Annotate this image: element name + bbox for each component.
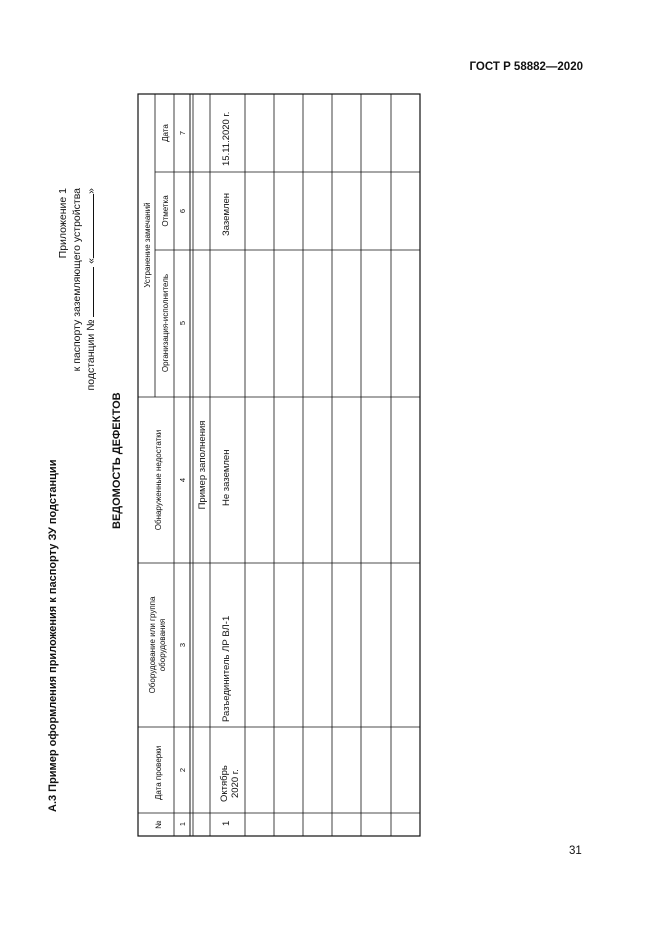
col-number-7: 7 [178,130,187,136]
col-number-1: 1 [178,821,187,827]
table-title: ВЕДОМОСТЬ ДЕФЕКТОВ [111,392,123,529]
example-date-check-2: 2020 г. [230,769,241,798]
header-date-check: Дата проверки [154,745,163,800]
example-label: Пример заполнения [197,420,208,510]
example-equipment: Разъединитель ЛР ВЛ-1 [221,615,232,722]
col-number-4: 4 [178,477,187,483]
appendix-line-1: Приложение 1 [57,188,69,259]
example-defect: Не заземлен [221,449,232,506]
appendix-substation-label: подстанции № [85,319,97,391]
header-equipment-1: Оборудование или группа [148,596,157,694]
quote-open: « [85,257,97,264]
example-mark: Заземлен [221,192,232,236]
quote-close: » [85,188,97,194]
header-elimination: Устранение замечаний [143,202,152,288]
col-number-2: 2 [178,767,187,773]
header-num: № [154,820,163,829]
col-number-3: 3 [178,642,187,648]
example-date-check-1: Октябрь [219,765,230,802]
header-equipment-2: оборудования [158,618,167,672]
col-number-6: 6 [178,208,187,214]
appendix-line-2: к паспорту заземляющего устройства [70,188,83,372]
header-date: Дата [161,124,170,142]
standard-code: ГОСТ Р 58882—2020 [469,61,583,73]
section-title: А.3 Пример оформления приложения к паспорту ЗУ подстанции [47,459,59,812]
example-num: 1 [221,820,232,826]
header-defects: Обнаруженные недостатки [154,429,163,531]
page-number: 31 [569,845,582,857]
header-org: Организация-исполнитель [161,273,170,373]
example-date: 15.11.2020 г. [221,111,232,166]
col-number-5: 5 [178,320,187,326]
header-mark: Отметка [161,195,170,227]
